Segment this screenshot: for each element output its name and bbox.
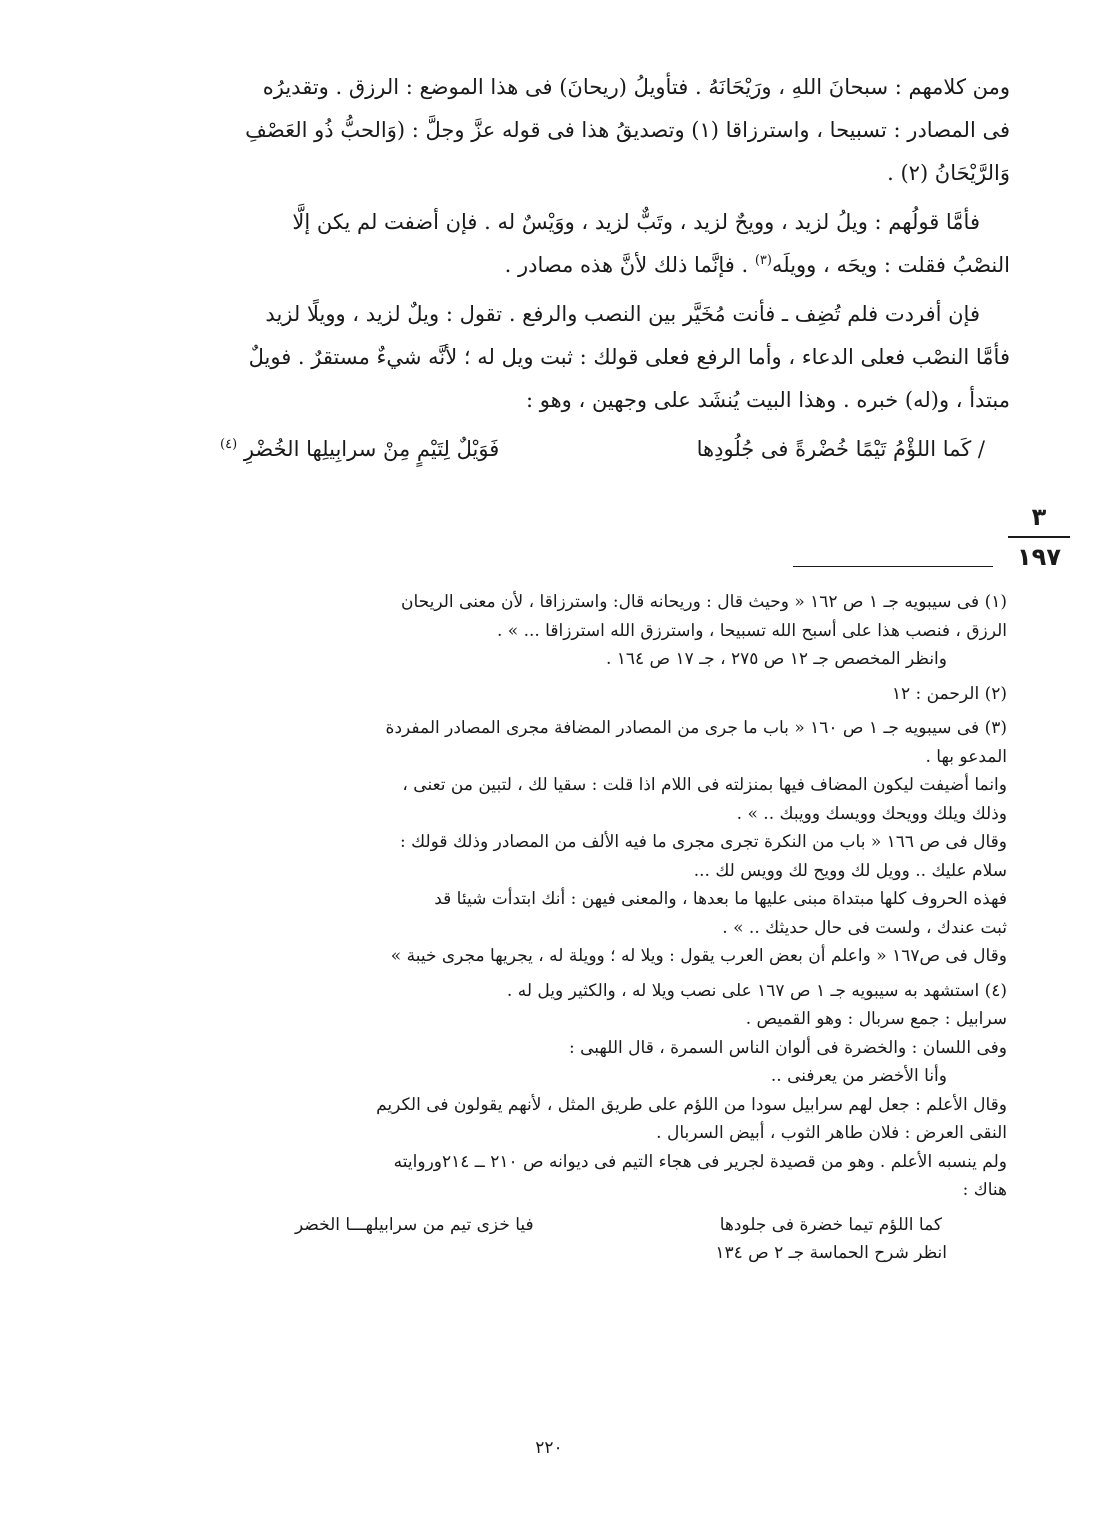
text-line: النصْبُ فقلت : ويحَه ، وويلَه <box>771 253 1010 277</box>
text-line: فهذه الحروف كلها مبتداة مبنى عليها ما بعدها ، والمعنى فيهن : أنك ابتدأت شيئا قد <box>434 889 1007 909</box>
footnote-3 <box>135 714 1007 971</box>
text-line: (٣) فى سيبويه جـ ١ ص ١٦٠ « باب ما جرى من المصادر المضافة مجرى المصادر المفردة <box>385 718 1007 738</box>
text-line: فى المصادر : تسبيحا ، واسترزاقا (١) وتصديقُ هذا فى قوله عزَّ وجلَّ : (وَالحبُّ ذُو العَصْفِ <box>245 118 1010 142</box>
text-line: وَالرَّيْحَانُ (٢) . <box>887 161 1010 185</box>
poetry-verse <box>130 428 1010 471</box>
text-line: وانظر المخصص جـ ١٢ ص ٢٧٥ ، جـ ١٧ ص ١٦٤ . <box>605 649 947 669</box>
verse-first-hemistich: / كَما اللؤْمُ تَيْمًا خُضْرةً فى جُلُودِها <box>696 437 985 461</box>
text-line: ومن كلامهم : سبحانَ اللهِ ، ورَيْحَانَهُ . فتأويلُ (ريحانَ) فى هذا الموضع : الرزق . وتقديرُه <box>262 75 1010 99</box>
footnote-2 <box>135 680 1007 709</box>
text-line: فأمَّا قولُهم : ويلُ لزيد ، وويحٌ لزيد ، وتَبٌّ لزيد ، ووَيْسٌ له . فإن أضفت لم يكن إلَّا <box>292 210 980 234</box>
main-text <box>130 66 1010 471</box>
paragraph-wayl <box>130 201 1010 287</box>
verse-second-hemistich <box>220 428 499 471</box>
verse-first-hemistich: كما اللؤم تيما خضرة فى جلودها <box>719 1214 942 1235</box>
text-line: (١) فى سيبويه جـ ١ ص ١٦٢ « وحيث قال : وريحانه قال: واسترزاقا ، لأن معنى الريحان <box>400 592 1007 612</box>
margin-number-top: ٣ <box>1031 503 1047 531</box>
footnote-ref: (٤) <box>220 437 238 452</box>
footnote-source <box>135 1239 1007 1268</box>
text-line: وقال فى ص ١٦٦ « باب من النكرة تجرى مجرى ما فيه الألف من المصادر وذلك قولك : <box>400 832 1007 852</box>
margin-reference <box>1004 500 1074 574</box>
text-line: سرابيل : جمع سربال : وهو القميص . <box>745 1009 1007 1029</box>
text-line: الرزق ، فنصب هذا على أسبح الله تسبيحا ، واسترزق الله استرزاقا ... » . <box>496 620 1007 641</box>
text-line: فإن أفردت فلم تُضِف ـ فأنت مُخَيَّر بين النصب والرفع . تقول : ويلٌ لزيد ، وويلًا لزيد <box>265 302 980 326</box>
text-line: فأمَّا النصْب فعلى الدعاء ، وأما الرفع فعلى قولك : ثبت ويل له ؛ لأنَّه شيءٌ مستقرٌ . فويلٌ <box>248 345 1010 369</box>
text-line: وقال فى ص١٦٧ « واعلم أن بعض العرب يقول : ويلا له ؛ وويلة له ، يجريها مجرى خيبة » <box>390 946 1007 966</box>
text-line: ولم ينسبه الأعلم . وهو من قصيدة لجرير فى هجاء التيم فى ديوانه ص ٢١٠ ــ ٢١٤وروايته <box>393 1151 1007 1172</box>
footnotes <box>135 588 1007 1274</box>
text-line: سلام عليك .. وويل لك وويح لك وويس لك ... <box>693 860 1007 881</box>
text-line: ثبت عندك ، ولست فى حال حديثك .. » . <box>722 917 1007 938</box>
footnote-ref: (٣) <box>754 253 772 268</box>
page-number: ٢٢٠ <box>535 1438 563 1458</box>
text-line: انظر شرح الحماسة جـ ٢ ص ١٣٤ <box>715 1243 947 1263</box>
text-line: وأنا الأخضر من يعرفنى .. <box>770 1066 947 1086</box>
footnote-divider <box>793 566 993 567</box>
text-line: وفى اللسان : والخضرة فى ألوان الناس السمرة ، قال اللهبى : <box>568 1037 1007 1058</box>
margin-number-bottom: ١٩٧ <box>1017 543 1061 571</box>
text-line: وذلك ويلك وويحك وويسك وويبك .. » . <box>736 803 1007 824</box>
footnote-4 <box>135 977 1007 1205</box>
text-line: هناك : <box>962 1180 1007 1200</box>
footnote-verse <box>135 1211 1007 1240</box>
margin-rule <box>1008 536 1070 538</box>
verse-text: فَوَيْلٌ لِتَيْمٍ مِنْ سرابِيلِها الخُضْرِ <box>243 437 500 461</box>
text-line: . فإنَّما ذلك لأنَّ هذه مصادر . <box>504 253 755 277</box>
footnote-1 <box>135 588 1007 674</box>
paragraph-ifrad <box>130 293 1010 422</box>
verse-second-hemistich: فيا خزى تيم من سرابيلهـــا الخضر <box>295 1214 534 1235</box>
text-line: (٤) استشهد به سيبويه جـ ١ ص ١٦٧ على نصب ويلا له ، والكثير ويل له . <box>506 980 1007 1001</box>
text-line: (٢) الرحمن : ١٢ <box>891 683 1007 704</box>
paragraph-rayhan <box>130 66 1010 195</box>
text-line: المدعو بها . <box>925 746 1007 767</box>
text-line: وانما أضيفت ليكون المضاف فيها بمنزلته فى اللام اذا قلت : سقيا لك ، لتبين من تعنى ، <box>402 775 1007 795</box>
text-line: وقال الأعلم : جعل لهم سرابيل سودا من اللؤم على طريق المثل ، لأنهم يقولون فى الكريم <box>376 1094 1007 1115</box>
text-line: مبتدأ ، و(له) خبره . وهذا البيت يُنشَد على وجهين ، وهو : <box>526 388 1010 412</box>
text-line: النقى العرض : فلان طاهر الثوب ، أبيض السربال . <box>656 1123 1007 1143</box>
